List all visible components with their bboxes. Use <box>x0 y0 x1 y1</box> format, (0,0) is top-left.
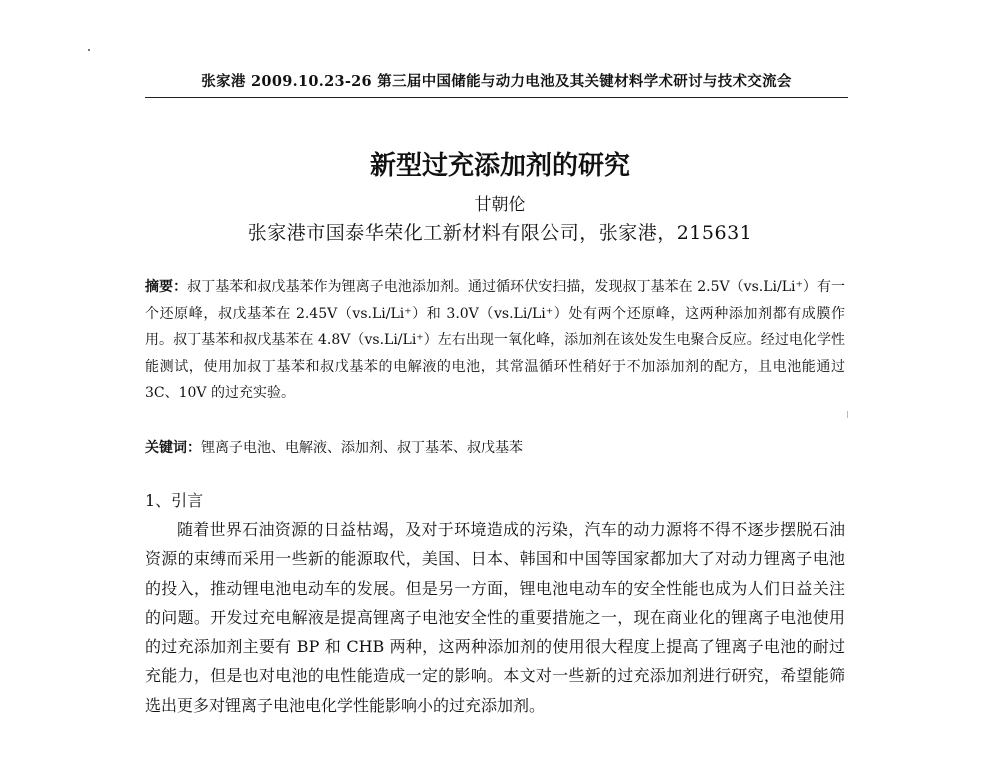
abstract <box>145 274 845 407</box>
abstract-label: 摘要： <box>145 279 188 295</box>
author-affiliation: 张家港市国泰华荣化工新材料有限公司，张家港，215631 <box>247 222 753 244</box>
scan-speck <box>88 49 90 51</box>
running-header: 张家港 2009.10.23-26 第三届中国储能与动力电池及其关键材料学术研讨与技术交流会 <box>201 73 792 90</box>
section-heading: 1、引言 <box>145 491 204 510</box>
keywords-label: 关键词： <box>145 440 201 456</box>
scan-speck <box>847 411 848 418</box>
abstract-text: 叔丁基苯和叔戊基苯作为锂离子电池添加剂。通过循环伏安扫描，发现叔丁基苯在 2.5V（vs.Li/Li⁺）有一个还原峰，叔戊基苯在 2.45V（vs.Li/Li⁺）和 3.0V（vs.Li/Li⁺）处有两个还原峰，这两种添加剂都有成膜作用。叔丁基苯和叔戊基苯在 4.8V（vs.Li/Li⁺）左右出现一氧化峰，添加剂在该处发生电聚合反应。经过电化学性能测试，使用加叔丁基苯和叔戊基苯的电解液的电池，其常温循环性稍好于不加添加剂的配方，且电池能通过 3C、10V 的过充实验。 <box>145 279 846 401</box>
paper-title: 新型过充添加剂的研究 <box>369 151 630 181</box>
keywords <box>145 437 845 457</box>
header-rule <box>145 97 848 98</box>
author-name: 甘朝伦 <box>474 195 526 215</box>
intro-paragraph: 随着世界石油资源的日益枯竭，及对于环境造成的污染，汽车的动力源将不得不逐步摆脱石油资源的束缚而采用一些新的能源取代，美国、日本、韩国和中国等国家都加大了对动力锂离子电池的投入，推动锂电池电动车的发展。但是另一方面，锂电池电动车的安全性能也成为人们日益关注的问题。开发过充电解液是提高锂离子电池安全性的重要措施之一，现在商业化的锂离子电池使用的过充添加剂主要有 BP 和 CHB 两种，这两种添加剂的使用很大程度上提高了锂离子电池的耐过充能力，但是也对电池的电性能造成一定的影响。本文对一些新的过充添加剂进行研究，希望能筛选出更多对锂离子电池电化学性能影响小的过充添加剂。 <box>145 520 845 715</box>
keywords-text: 锂离子电池、电解液、添加剂、叔丁基苯、叔戊基苯 <box>201 440 523 456</box>
